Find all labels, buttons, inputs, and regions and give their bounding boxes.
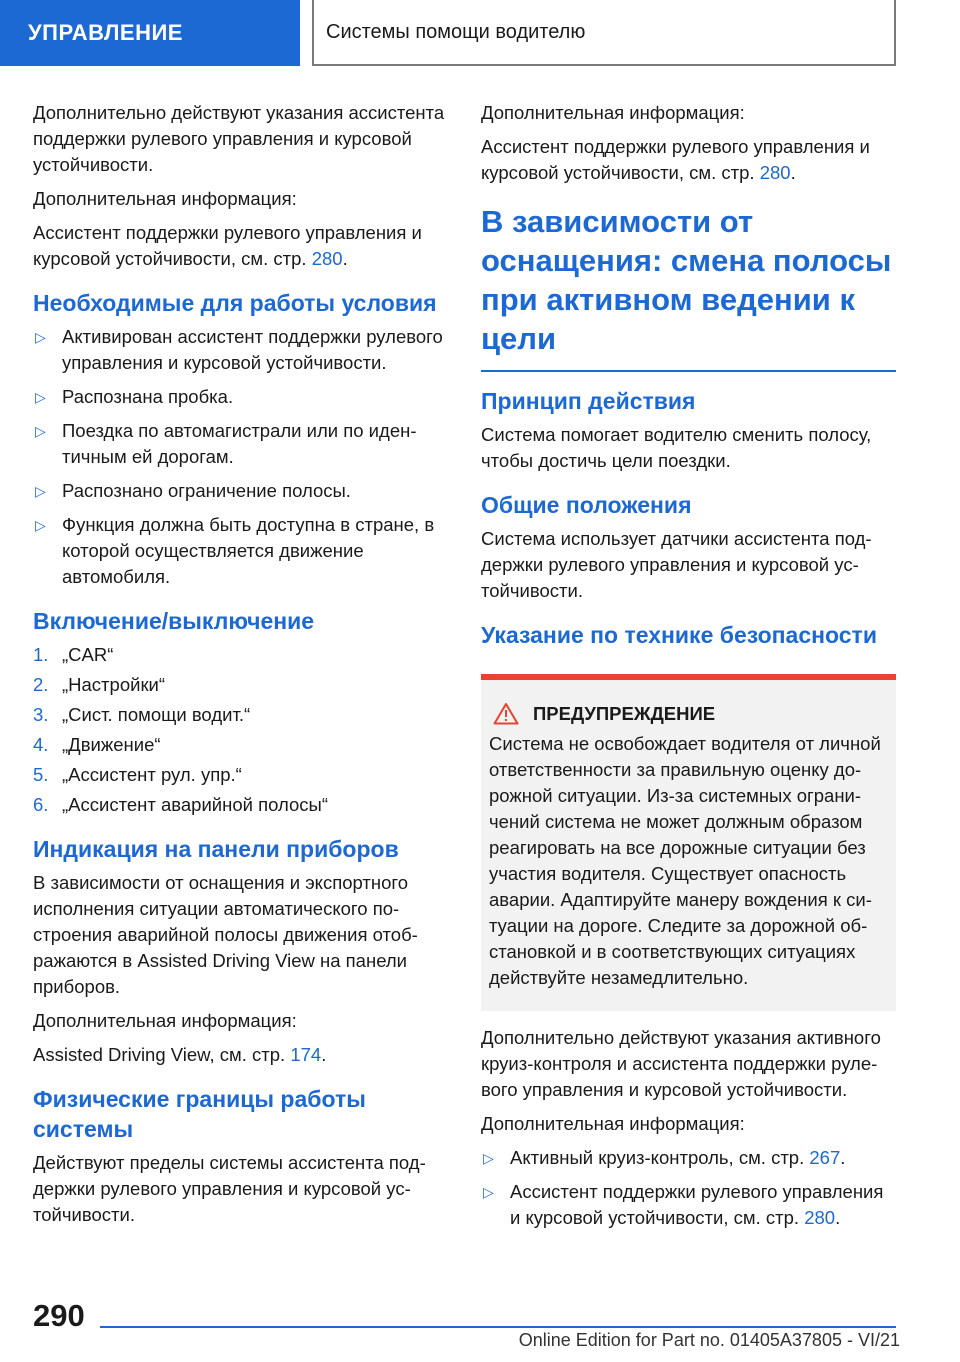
step-item: 1. „CAR“ xyxy=(33,644,114,665)
limits-text: Действуют пределы системы ассистента поддержки рулевого управления и курсовой устойчивости. xyxy=(33,1152,426,1225)
list-item: ▷ Распознана пробка. xyxy=(33,384,448,410)
heading-divider xyxy=(481,370,896,372)
chapter-tab: УПРАВЛЕНИЕ xyxy=(0,0,300,66)
page-link-174[interactable]: 174 xyxy=(290,1044,322,1065)
right-column xyxy=(481,100,896,1239)
info-ref-text: Ассистент поддержки рулевого управления и курсовой устойчивости, см. стр. xyxy=(33,222,422,269)
acc-info-label: Дополнительная информация: xyxy=(481,1113,745,1134)
page-link-267[interactable]: 267 xyxy=(809,1147,841,1168)
page-number: 290 xyxy=(33,1298,85,1333)
acc-text: Дополнительно действуют указания активного круиз-контроля и ассистента поддержки рулевого управления и курсовой устойчивости. xyxy=(481,1027,881,1100)
info-reference: Ассистент поддержки рулевого управления и курсовой устойчивости, см. стр. 280. xyxy=(481,136,870,183)
conditions-heading: Необходимые для работы условия xyxy=(33,290,437,316)
triangle-bullet-icon: ▷ xyxy=(35,483,46,499)
triangle-bullet-icon: ▷ xyxy=(35,389,46,405)
main-heading: В зависимости от оснащения: смена полосы при активном ведении к цели xyxy=(481,204,892,356)
triangle-bullet-icon: ▷ xyxy=(483,1150,494,1166)
info-reference: Ассистент поддержки рулевого управления и курсовой устойчивости, см. стр. 280. xyxy=(33,222,422,269)
conditions-list xyxy=(33,324,448,590)
list-item: ▷ Распознано ограничение полосы. xyxy=(33,478,448,504)
warning-triangle-icon xyxy=(493,702,519,725)
list-item: ▷ Активный круиз-контроль, см. стр. 267. xyxy=(481,1145,896,1171)
list-item: ▷ Активирован ассистент поддержки рулевого управления и курсовой устойчивости. xyxy=(35,326,443,373)
triangle-bullet-icon: ▷ xyxy=(35,517,46,533)
display-heading: Индикация на панели приборов xyxy=(33,836,399,862)
steps-list xyxy=(33,642,448,818)
safety-heading: Указание по технике безопасности xyxy=(481,622,877,648)
left-column xyxy=(33,100,448,1236)
general-text: Система использует датчики ассистента поддержки рулевого управления и курсовой устойчивости. xyxy=(481,528,872,601)
warning-title: ПРЕДУПРЕЖДЕНИЕ xyxy=(533,702,716,724)
page-link-280[interactable]: 280 xyxy=(311,248,343,269)
principle-heading: Принцип действия xyxy=(481,388,696,414)
limits-heading: Физические границы работы системы xyxy=(33,1086,366,1142)
step-item: 2. „Настройки“ xyxy=(33,674,166,695)
display-info-label: Дополнительная информация: xyxy=(33,1010,297,1031)
list-item: ▷ Функция должна быть доступна в стране, в которой осуществляется движение автомобиля. xyxy=(35,514,435,587)
step-item: 3. „Сист. помощи водит.“ xyxy=(33,704,251,725)
page-link-280[interactable]: 280 xyxy=(759,162,791,183)
triangle-bullet-icon: ▷ xyxy=(35,329,46,345)
step-item: 5. „Ассистент рул. упр.“ xyxy=(33,764,242,785)
list-item: ▷ Поездка по автомагистрали или по идентичным ей дорогам. xyxy=(35,420,417,467)
step-item: 6. „Ассистент аварийной полосы“ xyxy=(33,794,329,815)
info-label: Дополнительная информация: xyxy=(481,102,745,123)
refs-list xyxy=(481,1145,896,1231)
info-label: Дополнительная информация: xyxy=(33,188,297,209)
page-link-280[interactable]: 280 xyxy=(804,1207,836,1228)
edition-note: Online Edition for Part no. 01405A37805 - VI/21 xyxy=(518,1330,900,1350)
display-text: В зависимости от оснащения и экспортного исполнения ситуации автоматического построения аварийной полосы движения отображаются в Assisted Driving View на панели приборов. xyxy=(33,872,418,997)
onoff-heading: Включение/выключение xyxy=(33,608,315,634)
triangle-bullet-icon: ▷ xyxy=(35,423,46,439)
general-heading: Общие положения xyxy=(481,492,692,518)
list-item: ▷ Ассистент поддержки рулевого управления и курсовой устойчивости, см. стр. 280. xyxy=(483,1181,884,1228)
triangle-bullet-icon: ▷ xyxy=(483,1184,494,1200)
warning-box xyxy=(481,674,896,1011)
step-item: 4. „Движение“ xyxy=(33,734,161,755)
section-title: Системы помощи водителю xyxy=(312,0,896,66)
warning-text: Система не освобождает водителя от личной ответственности за правильную оценку дорожной ситуации. Из-за системных ограничений система не может должным образом реагировать на все дорожные ситуации без участия водителя. Существует опасность аварии. Адаптируйте манеру вождения к ситуации на дороге. Следите за дорожной обстановкой и в соответствующих ситуациях действуйте незамедлительно. xyxy=(489,733,881,988)
intro-text: Дополнительно действуют указания ассистента поддержки рулевого управления и курсовой устойчивости. xyxy=(33,102,445,175)
warning-header xyxy=(489,702,886,725)
principle-text: Система помогает водителю сменить полосу, чтобы достичь цели поездки. xyxy=(481,424,872,471)
footer-divider xyxy=(100,1326,896,1328)
display-reference: Assisted Driving View, см. стр. 174. xyxy=(33,1044,327,1065)
